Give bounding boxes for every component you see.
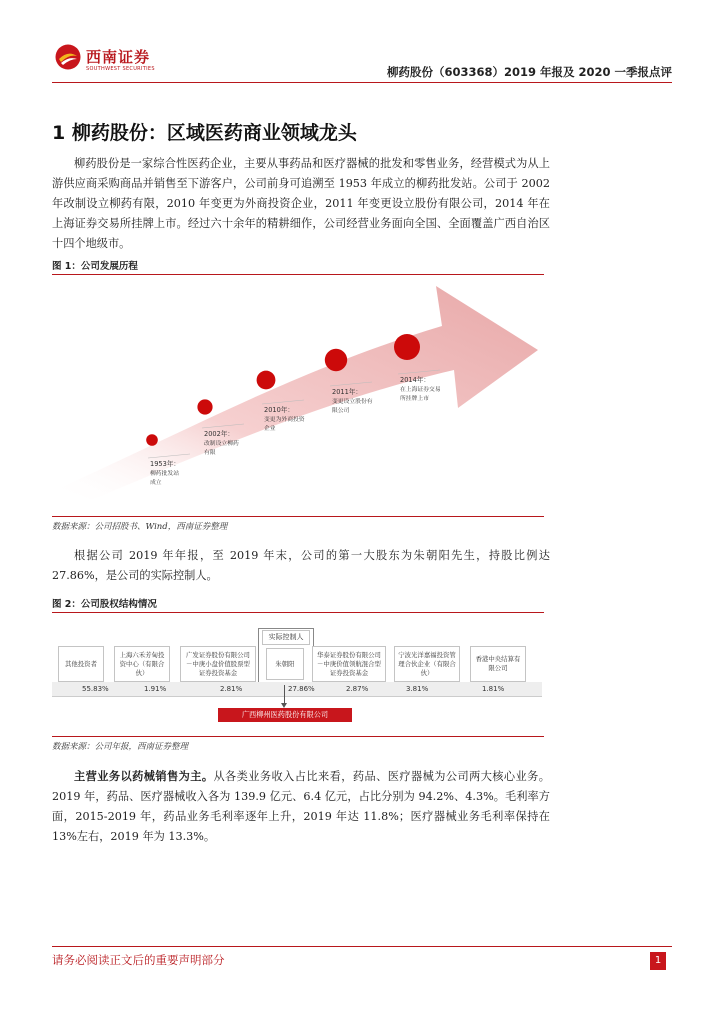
shareholding-pct: 3.81%	[406, 685, 429, 693]
milestone-desc: 成立	[150, 480, 162, 486]
milestone-dot	[197, 399, 212, 414]
logo-name-en: SOUTHWEST SECURITIES	[86, 66, 155, 72]
shareholding-pct: 55.83%	[82, 685, 109, 693]
figure2-bottom-rule	[52, 736, 544, 737]
figure2-source: 数据来源：公司年报，西南证券整理	[52, 742, 189, 752]
milestone-desc: 限公司	[332, 408, 350, 414]
section-heading: 1 柳药股份：区域医药商业领域龙头	[52, 122, 357, 144]
company-logo-icon	[55, 44, 81, 70]
milestone-dot	[325, 349, 347, 371]
figure1-source: 数据来源：公司招股书、Wind，西南证券整理	[52, 522, 228, 532]
footer-divider	[52, 946, 672, 947]
listed-company-box: 广西柳州医药股份有限公司	[218, 708, 352, 722]
header-divider	[52, 82, 672, 83]
ownership-arrow-line	[284, 685, 285, 705]
controller-label: 实际控制人	[262, 630, 310, 645]
intro-paragraph: 柳药股份是一家综合性医药企业，主要从事药品和医疗器械的批发和零售业务，经营模式为从上游供应商采购商品并销售至下游客户，公司前身可追溯至 1953 年成立的柳药批发站。公司于 2002 年改制设立柳药有限，2010 年变更为外商投资企业，2011 年变更设立股份有限公司，2014 年在上海证券交易所挂牌上市。经过六十余年的精耕细作，公司经营业务面向全国、全面覆盖广西自治区十四个地级市。	[52, 157, 550, 250]
milestone-desc: 变更设立股份有	[332, 399, 373, 405]
milestone-dot	[257, 371, 276, 390]
shareholding-pct: 1.91%	[144, 685, 167, 693]
milestone-year: 1953年：	[150, 460, 180, 468]
milestone-desc: 改制设立柳药	[204, 441, 239, 447]
milestone-year: 2011年：	[332, 388, 362, 396]
report-title: 柳药股份（603368）2019 年报及 2020 一季报点评	[386, 65, 672, 79]
milestone-dot	[394, 334, 420, 360]
milestone-year: 2014年：	[400, 376, 430, 384]
shareholding-pct: 1.81%	[482, 685, 505, 693]
business-text: 从各类业务收入占比来看，药品、医疗器械为公司两大核心业务。2019 年，药品、医疗器械收入各为 139.9 亿元、6.4 亿元，占比分别为 94.2%、4.3%。毛利率方面，2015-2019 年，药品业务毛利率逐年上升，2019 年达 11.8%；医疗器械业务毛利率保持在 13%左右，2019 年为 13.3%。	[52, 770, 550, 843]
milestone-desc: 变更为外商投资	[264, 417, 305, 423]
milestone-year: 2002年：	[204, 430, 234, 438]
milestone-desc: 在上海证券交易	[400, 387, 441, 393]
shareholding-pct: 27.86%	[288, 685, 315, 693]
shareholder-box: 宁波光洋嘉福投资管理合伙企业（有限合伙）	[394, 646, 460, 682]
shareholder-box-controller: 朱朝阳	[266, 648, 304, 680]
development-timeline-figure	[52, 278, 544, 514]
page-number: 1	[650, 952, 666, 970]
figure1-bottom-rule	[52, 516, 544, 517]
shareholder-box: 其他投资者	[58, 646, 104, 682]
figure1-top-rule	[52, 274, 544, 275]
shareholding-pct: 2.87%	[346, 685, 369, 693]
logo-name-cn: 西南证券	[86, 48, 151, 66]
shareholding-pct: 2.81%	[220, 685, 243, 693]
disclaimer-notice: 请务必阅读正文后的重要声明部分	[52, 953, 225, 967]
shareholder-box: 华泰证券股份有限公司－中庚价值领航混合型证券投资基金	[312, 646, 386, 682]
shareholder-box: 上海六禾芳甸投资中心（有限合伙）	[114, 646, 170, 682]
figure1-caption: 图 1：公司发展历程	[52, 261, 138, 272]
milestone-dot	[146, 434, 158, 446]
shareholder-box: 香港中央结算有限公司	[470, 646, 526, 682]
shareholder-paragraph: 根据公司 2019 年年报，至 2019 年末，公司的第一大股东为朱朝阳先生，持股比例达 27.86%，是公司的实际控制人。	[52, 549, 550, 582]
milestone-desc: 柳药批发站	[150, 471, 179, 477]
business-paragraph	[52, 766, 550, 847]
shareholder-box: 广发证券股份有限公司－中庚小盘价值股票型证券投资基金	[180, 646, 256, 682]
figure2-caption: 图 2：公司股权结构情况	[52, 599, 157, 610]
milestone-year: 2010年：	[264, 406, 294, 414]
figure2-top-rule	[52, 612, 544, 613]
milestone-desc: 所挂牌上市	[400, 396, 429, 402]
milestone-desc: 有限	[204, 450, 216, 456]
business-lead: 主营业务以药械销售为主。	[74, 769, 214, 783]
growth-arrow-shape	[60, 286, 538, 500]
milestone-desc: 企业	[264, 426, 276, 432]
